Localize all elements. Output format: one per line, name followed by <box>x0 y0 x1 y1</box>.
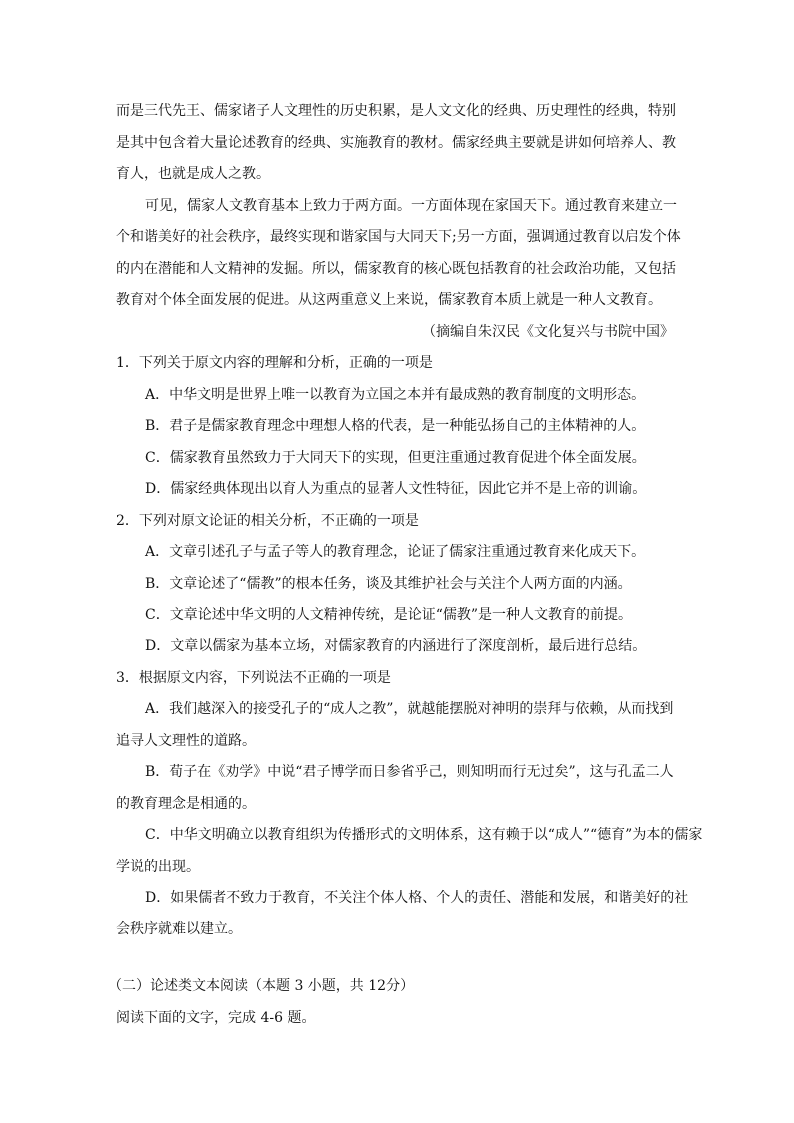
question-2-option-a: A．文章引述孔子与孟子等人的教育理念，论证了儒家注重通过教育来化成天下。 <box>145 544 646 560</box>
question-1-option-d: D．儒家经典体现出以育人为重点的显著人文性特征，因此它并不是上帝的训谕。 <box>145 481 647 497</box>
question-3-option-c-line-1: C．中华文明确立以教育组织为传播形式的文明体系，这有赖于以“成人”“德育”为本的儒家 <box>145 827 703 843</box>
intro-p1-line-1: 而是三代先王、儒家诸子人文理性的历史积累，是人文文化的经典、历史理性的经典，特别 <box>116 103 676 119</box>
question-3-option-c-line-2: 学说的出现。 <box>116 859 200 875</box>
intro-p2-line-4: 教育对个体全面发展的促进。从这两重意义上来说，儒家教育本质上就是一种人文教育。 <box>116 292 662 308</box>
intro-p2-line-2: 个和谐美好的社会秩序，最终实现和谐家国与大同天下;另一方面，强调通过教育以启发个体 <box>116 229 681 245</box>
question-2-option-c: C．文章论述中华文明的人文精神传统，是论证“儒教”是一种人文教育的前提。 <box>145 607 633 623</box>
section-2-heading: （二）论述类文本阅读（本题 3 小题，共 12分） <box>108 978 415 994</box>
question-1-stem: 1．下列关于原文内容的理解和分析，正确的一项是 <box>116 355 433 371</box>
source-citation: （摘编自朱汉民《文化复兴与书院中国》 <box>422 324 674 340</box>
question-3-stem: 3．根据原文内容，下列说法不正确的一项是 <box>116 670 391 686</box>
intro-p1-line-3: 育人，也就是成人之教。 <box>116 166 270 182</box>
question-3-option-a-line-2: 追寻人文理性的道路。 <box>116 733 256 749</box>
section-2-instruction: 阅读下面的文字，完成 4-6 题。 <box>116 1010 316 1026</box>
question-3-option-b-line-2: 的教育理念是相通的。 <box>116 796 256 812</box>
question-2-stem: 2．下列对原文论证的相关分析，不正确的一项是 <box>116 513 419 529</box>
question-3-option-a-line-1: A．我们越深入的接受孔子的“成人之教”，就越能摆脱对神明的崇拜与依赖，从而找到 <box>145 701 674 717</box>
question-2-option-d: D．文章以儒家为基本立场，对儒家教育的内涵进行了深度剖析，最后进行总结。 <box>145 638 647 654</box>
intro-p1-line-2: 是其中包含着大量论述教育的经典、实施教育的教材。儒家经典主要就是讲如何培养人、教 <box>116 135 676 151</box>
intro-p2-line-3: 的内在潜能和人文精神的发掘。所以，儒家教育的核心既包括教育的社会政治功能，又包括 <box>116 261 676 277</box>
intro-p2-line-1: 可见，儒家人文教育基本上致力于两方面。一方面体现在家国天下。通过教育来建立一 <box>145 198 677 214</box>
question-1-option-b: B．君子是儒家教育理念中理想人格的代表，是一种能弘扬自己的主体精神的人。 <box>145 418 646 434</box>
question-1-option-c: C．儒家教育虽然致力于大同天下的实现，但更注重通过教育促进个体全面发展。 <box>145 450 646 466</box>
question-3-option-d-line-2: 会秩序就难以建立。 <box>116 921 242 937</box>
question-1-option-a: A．中华文明是世界上唯一以教育为立国之本并有最成熟的教育制度的文明形态。 <box>145 387 646 403</box>
question-3-option-b-line-1: B．荀子在《劝学》中说“君子博学而日参省乎己，则知明而行无过矣”，这与孔孟二人 <box>145 764 674 780</box>
question-2-option-b: B．文章论述了“儒教”的根本任务，谈及其维护社会与关注个人两方面的内涵。 <box>145 576 632 592</box>
question-3-option-d-line-1: D．如果儒者不致力于教育，不关注个体人格、个人的责任、潜能和发展，和谐美好的社 <box>145 890 689 906</box>
